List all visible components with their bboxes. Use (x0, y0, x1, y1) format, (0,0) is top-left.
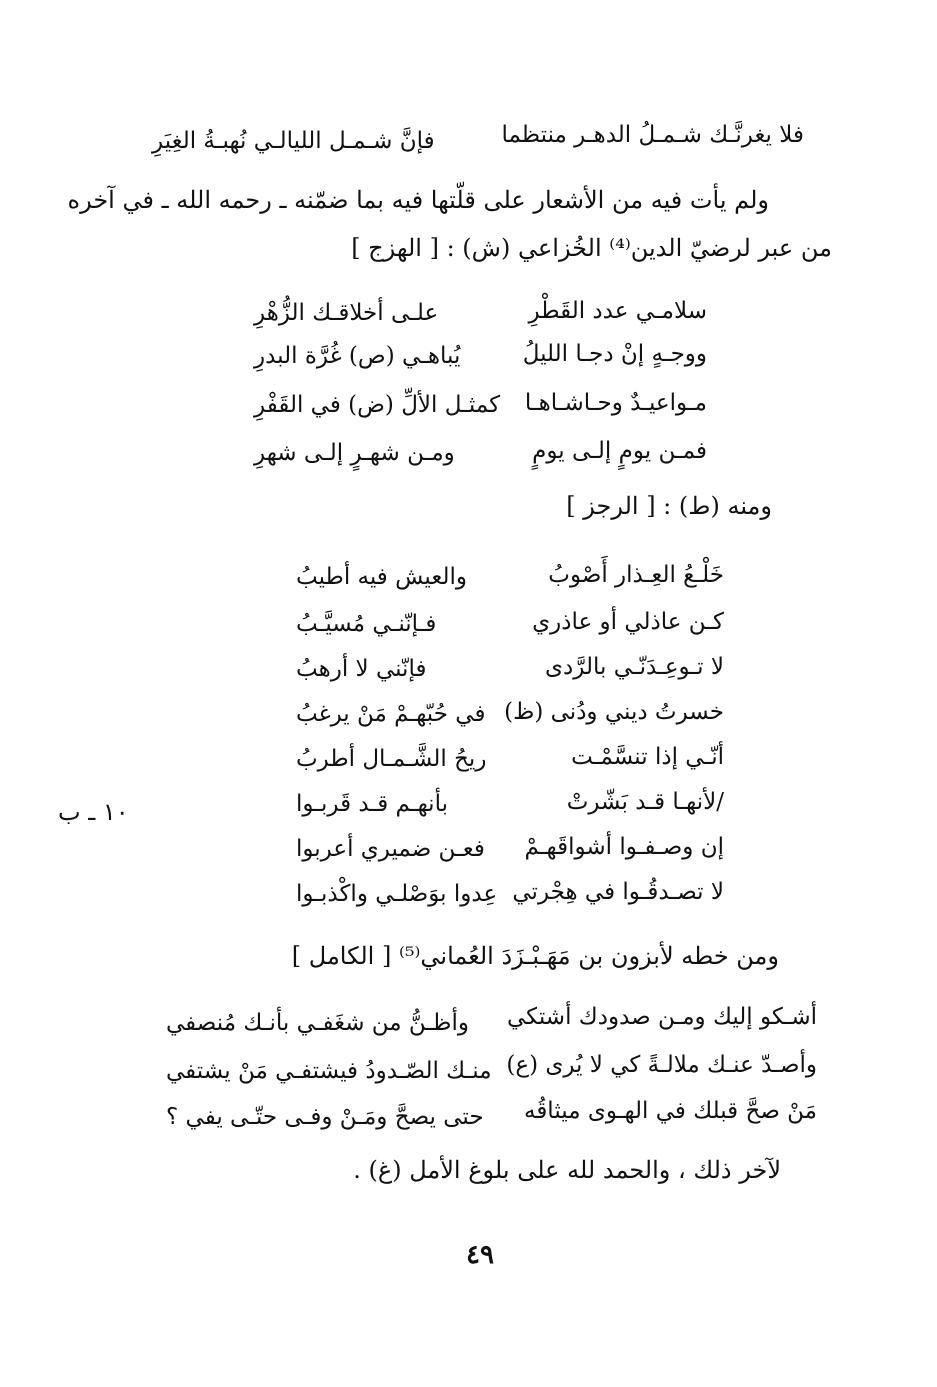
opening-verse-right: فلا يغرنَّـك شـمـلُ الدهـر منتظما (501, 122, 804, 148)
poem2-verse5-right: أنّـي إذا تنسَّمْـت (571, 744, 724, 770)
poem2-verse7-left: فعـن ضميري أعربوا (296, 836, 485, 862)
poem1-verse4-left: ومـن شهـرٍ إلـى شهرِ (254, 440, 455, 466)
poem1-verse4-right: فمـن يومٍ إلـى يومٍ (532, 438, 707, 464)
poem3-verse3-left: حتى يصحَّ ومَـنْ وفـى حتّـى يفي ؟ (166, 1104, 484, 1130)
poem2-verse7-right: إن وصـفـوا أشواقَهـمْ (524, 834, 724, 860)
poem2-verse2-left: فـإنّنـي مُسيَّـبُ (296, 611, 437, 637)
poem3-verse3-right: مَنْ صحَّ قبلك في الهـوى ميثاقُه (523, 1098, 817, 1124)
prose-line-1: ولم يأت فيه من الأشعار على قلّتها فيه بما ضمّنه ـ رحمه الله ـ في آخره (67, 186, 769, 214)
poem3-heading: ومن خطه لأبزون بن مَهَـبْـزَدَ العُماني⁽⁵⁾ [ الكامل ] (291, 942, 779, 970)
poem3-verse2-left: منـك الصّـدودُ فيشتفـي مَنْ يشتفي (166, 1058, 492, 1084)
poem2-verse8-right: لا تصـدقُـوا في هِجْرتي (512, 879, 724, 905)
poem2-verse1-right: خَلْـعُ العِـذار أَصْوبُ (548, 562, 724, 588)
poem2-verse2-right: كـن عاذلي أو عاذري (532, 609, 724, 635)
poem2-verse3-left: فإنّني لا أرهبُ (296, 656, 427, 682)
poem1-verse3-right: مـواعيـدٌ وحـاشـاهـا (524, 390, 707, 416)
poem2-verse6-right: /لأنهـا قـد بَشّرتْ (566, 789, 724, 815)
poem2-verse4-left: في حُبّهـمْ مَنْ يرغبُ (296, 701, 486, 727)
poem1-verse2-left: يُباهـي (ص) غُرَّة البدرِ (254, 343, 461, 369)
prose-line-2: من عبر لرضيّ الدين⁽⁴⁾ الخُزاعي (ش) : [ الهزج ] (351, 234, 832, 262)
closing-line: لآخر ذلك ، والحمد لله على بلوغ الأمل (غ) . (353, 1156, 781, 1184)
poem2-heading: ومنه (ط) : [ الرجز ] (566, 492, 772, 520)
poem1-verse1-right: سلامـي عدد القَطْرِ (528, 298, 707, 324)
poem2-verse5-left: ريحُ الشَّـمـال أطربُ (296, 746, 487, 772)
poem1-verse1-left: علـى أخلاقـك الزُّهْرِ (254, 300, 439, 326)
opening-verse-left: فإنَّ شـمـل الليالـي نُهبـةُ الغِيَرِ (152, 128, 435, 154)
poem3-verse1-left: وأظـنُّ من شغَفـي بأنـك مُنصفي (166, 1010, 469, 1036)
poem1-verse3-left: كمثـل الألِّ (ض) في القَفْرِ (254, 392, 501, 418)
poem1-verse2-right: ووجـهٍ إنْ دجـا الليلُ (522, 341, 707, 367)
poem2-verse6-left: بأنهـم قـد قَربـوا (296, 791, 448, 817)
page-number: ٤٩ (466, 1240, 494, 1270)
poem2-verse3-right: لا تـوعِـدَنّـي بالرَّدى (545, 654, 724, 680)
poem3-verse1-right: أشـكو إليك ومـن صدودك أشتكي (506, 1004, 817, 1030)
poem2-verse1-left: والعيش فيه أطيبُ (296, 564, 467, 590)
poem2-verse4-right: خسرتُ ديني ودُنى (ظ) (504, 699, 724, 725)
poem2-verse8-left: عِدوا بوَصْلـي واكْذبـوا (296, 881, 498, 907)
poem3-verse2-right: وأصـدّ عنـك ملالـةً كي لا يُرى (ع) (506, 1052, 817, 1078)
margin-folio-note: ١٠ ـ ب (58, 798, 129, 826)
